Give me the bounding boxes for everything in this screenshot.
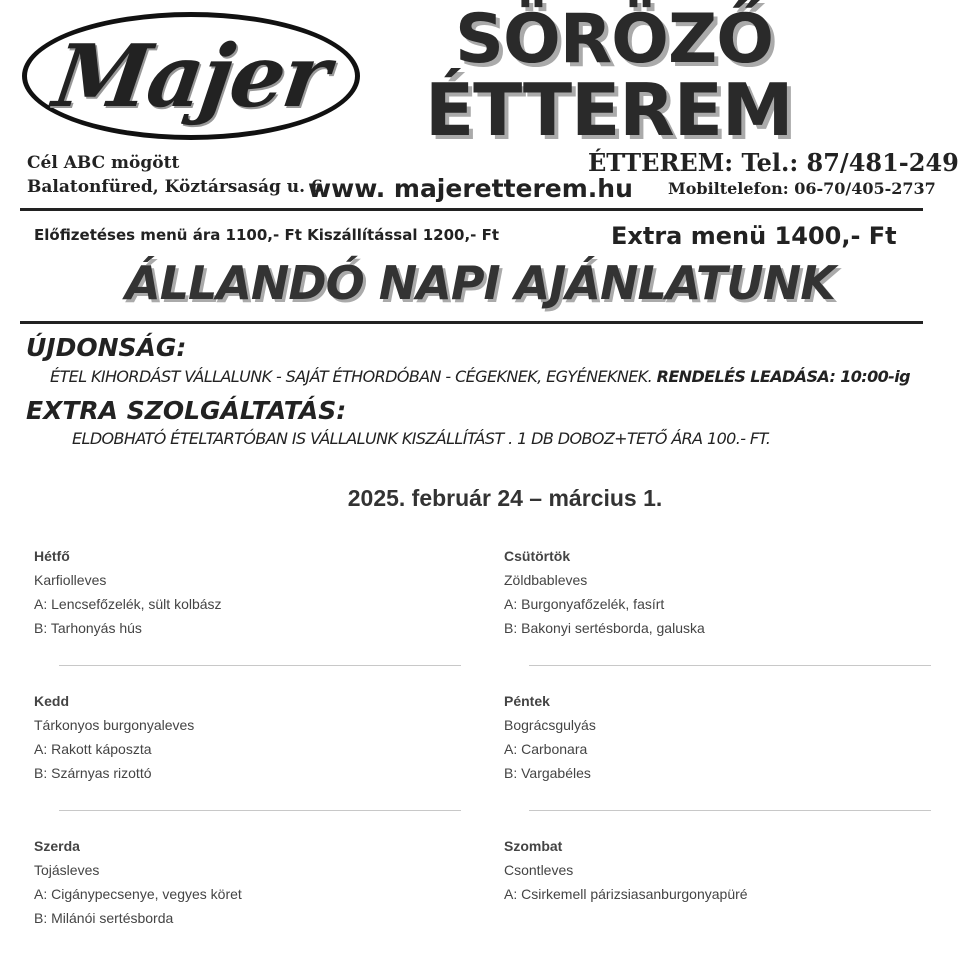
day-name: Kedd [34,693,69,709]
day-soup: Zöldbableves [504,572,588,588]
day-option-a: A: Carbonara [504,741,588,757]
day-thursday [504,544,705,640]
extra-service-text: ELDOBHATÓ ÉTELTARTÓBAN IS VÁLLALUNK KISZÁLLÍTÁST . 1 DB DOBOZ+TETŐ ÁRA 100.- FT. [72,429,771,448]
title-sorozo: SÖRÖZŐ [455,0,774,79]
menu-banner [0,0,977,460]
logo-text: Majer [47,25,335,127]
day-option-b: B: Vargabéles [504,765,591,781]
news-deadline: RENDELÉS LEADÁSA: 10:00-ig [656,367,910,386]
week-range-heading: 2025. február 24 – március 1. [347,485,663,511]
divider [529,810,931,811]
divider [59,810,461,811]
day-option-b: B: Tarhonyás hús [34,620,142,636]
news-text [50,367,910,386]
day-soup: Karfiolleves [34,572,107,588]
day-soup: Csontleves [504,862,574,878]
day-name: Szombat [504,838,563,854]
day-name: Csütörtök [504,548,571,564]
day-option-b: B: Milánói sertésborda [34,910,174,926]
day-tuesday [34,689,194,785]
day-name: Hétfő [34,548,70,564]
day-option-a: A: Lencsefőzelék, sült kolbász [34,596,222,612]
address-line-1: Cél ABC mögött [27,153,180,173]
day-wednesday [34,834,242,930]
mobile-phone: Mobiltelefon: 06-70/405-2737 [668,179,936,198]
day-friday [504,689,596,785]
day-option-a: A: Cigánypecsenye, vegyes köret [34,886,242,902]
day-option-a: A: Rakott káposzta [34,741,152,757]
website-link: www. majeretterem.hu [308,174,633,203]
day-option-a: A: Burgonyafőzelék, fasírt [504,596,665,612]
day-option-a: A: Csirkemell párizsiasanburgonyapüré [504,886,748,902]
divider-middle [20,321,923,324]
day-soup: Tárkonyos burgonyaleves [34,717,195,733]
day-soup: Bográcsgulyás [504,717,596,733]
day-saturday [504,834,748,906]
extra-service-heading: EXTRA SZOLGÁLTATÁS: [26,396,347,425]
divider-top [20,208,923,211]
extra-menu-price: Extra menü 1400,- Ft [611,222,897,250]
divider [529,665,931,666]
divider [59,665,461,666]
day-soup: Tojásleves [34,862,100,878]
prepaid-menu-price: Előfizetéses menü ára 1100,- Ft Kiszállítással 1200,- Ft [34,226,500,244]
day-name: Péntek [504,693,550,709]
news-heading: ÚJDONSÁG: [26,333,187,362]
daily-offer-heading: ÁLLANDÓ NAPI AJÁNLATUNK [125,256,835,310]
title-etterem: ÉTTEREM [425,68,793,152]
address-line-2: Balatonfüred, Köztársaság u. 6. [27,177,329,197]
day-monday [34,544,222,640]
day-option-b: B: Szárnyas rizottó [34,765,152,781]
day-option-b: B: Bakonyi sertésborda, galuska [504,620,705,636]
day-name: Szerda [34,838,80,854]
restaurant-phone: ÉTTEREM: Tel.: 87/481-249 [588,148,959,177]
news-body: ÉTEL KIHORDÁST VÁLLALUNK - SAJÁT ÉTHORDÓBAN - CÉGEKNEK, EGYÉNEKNEK. [50,367,653,386]
